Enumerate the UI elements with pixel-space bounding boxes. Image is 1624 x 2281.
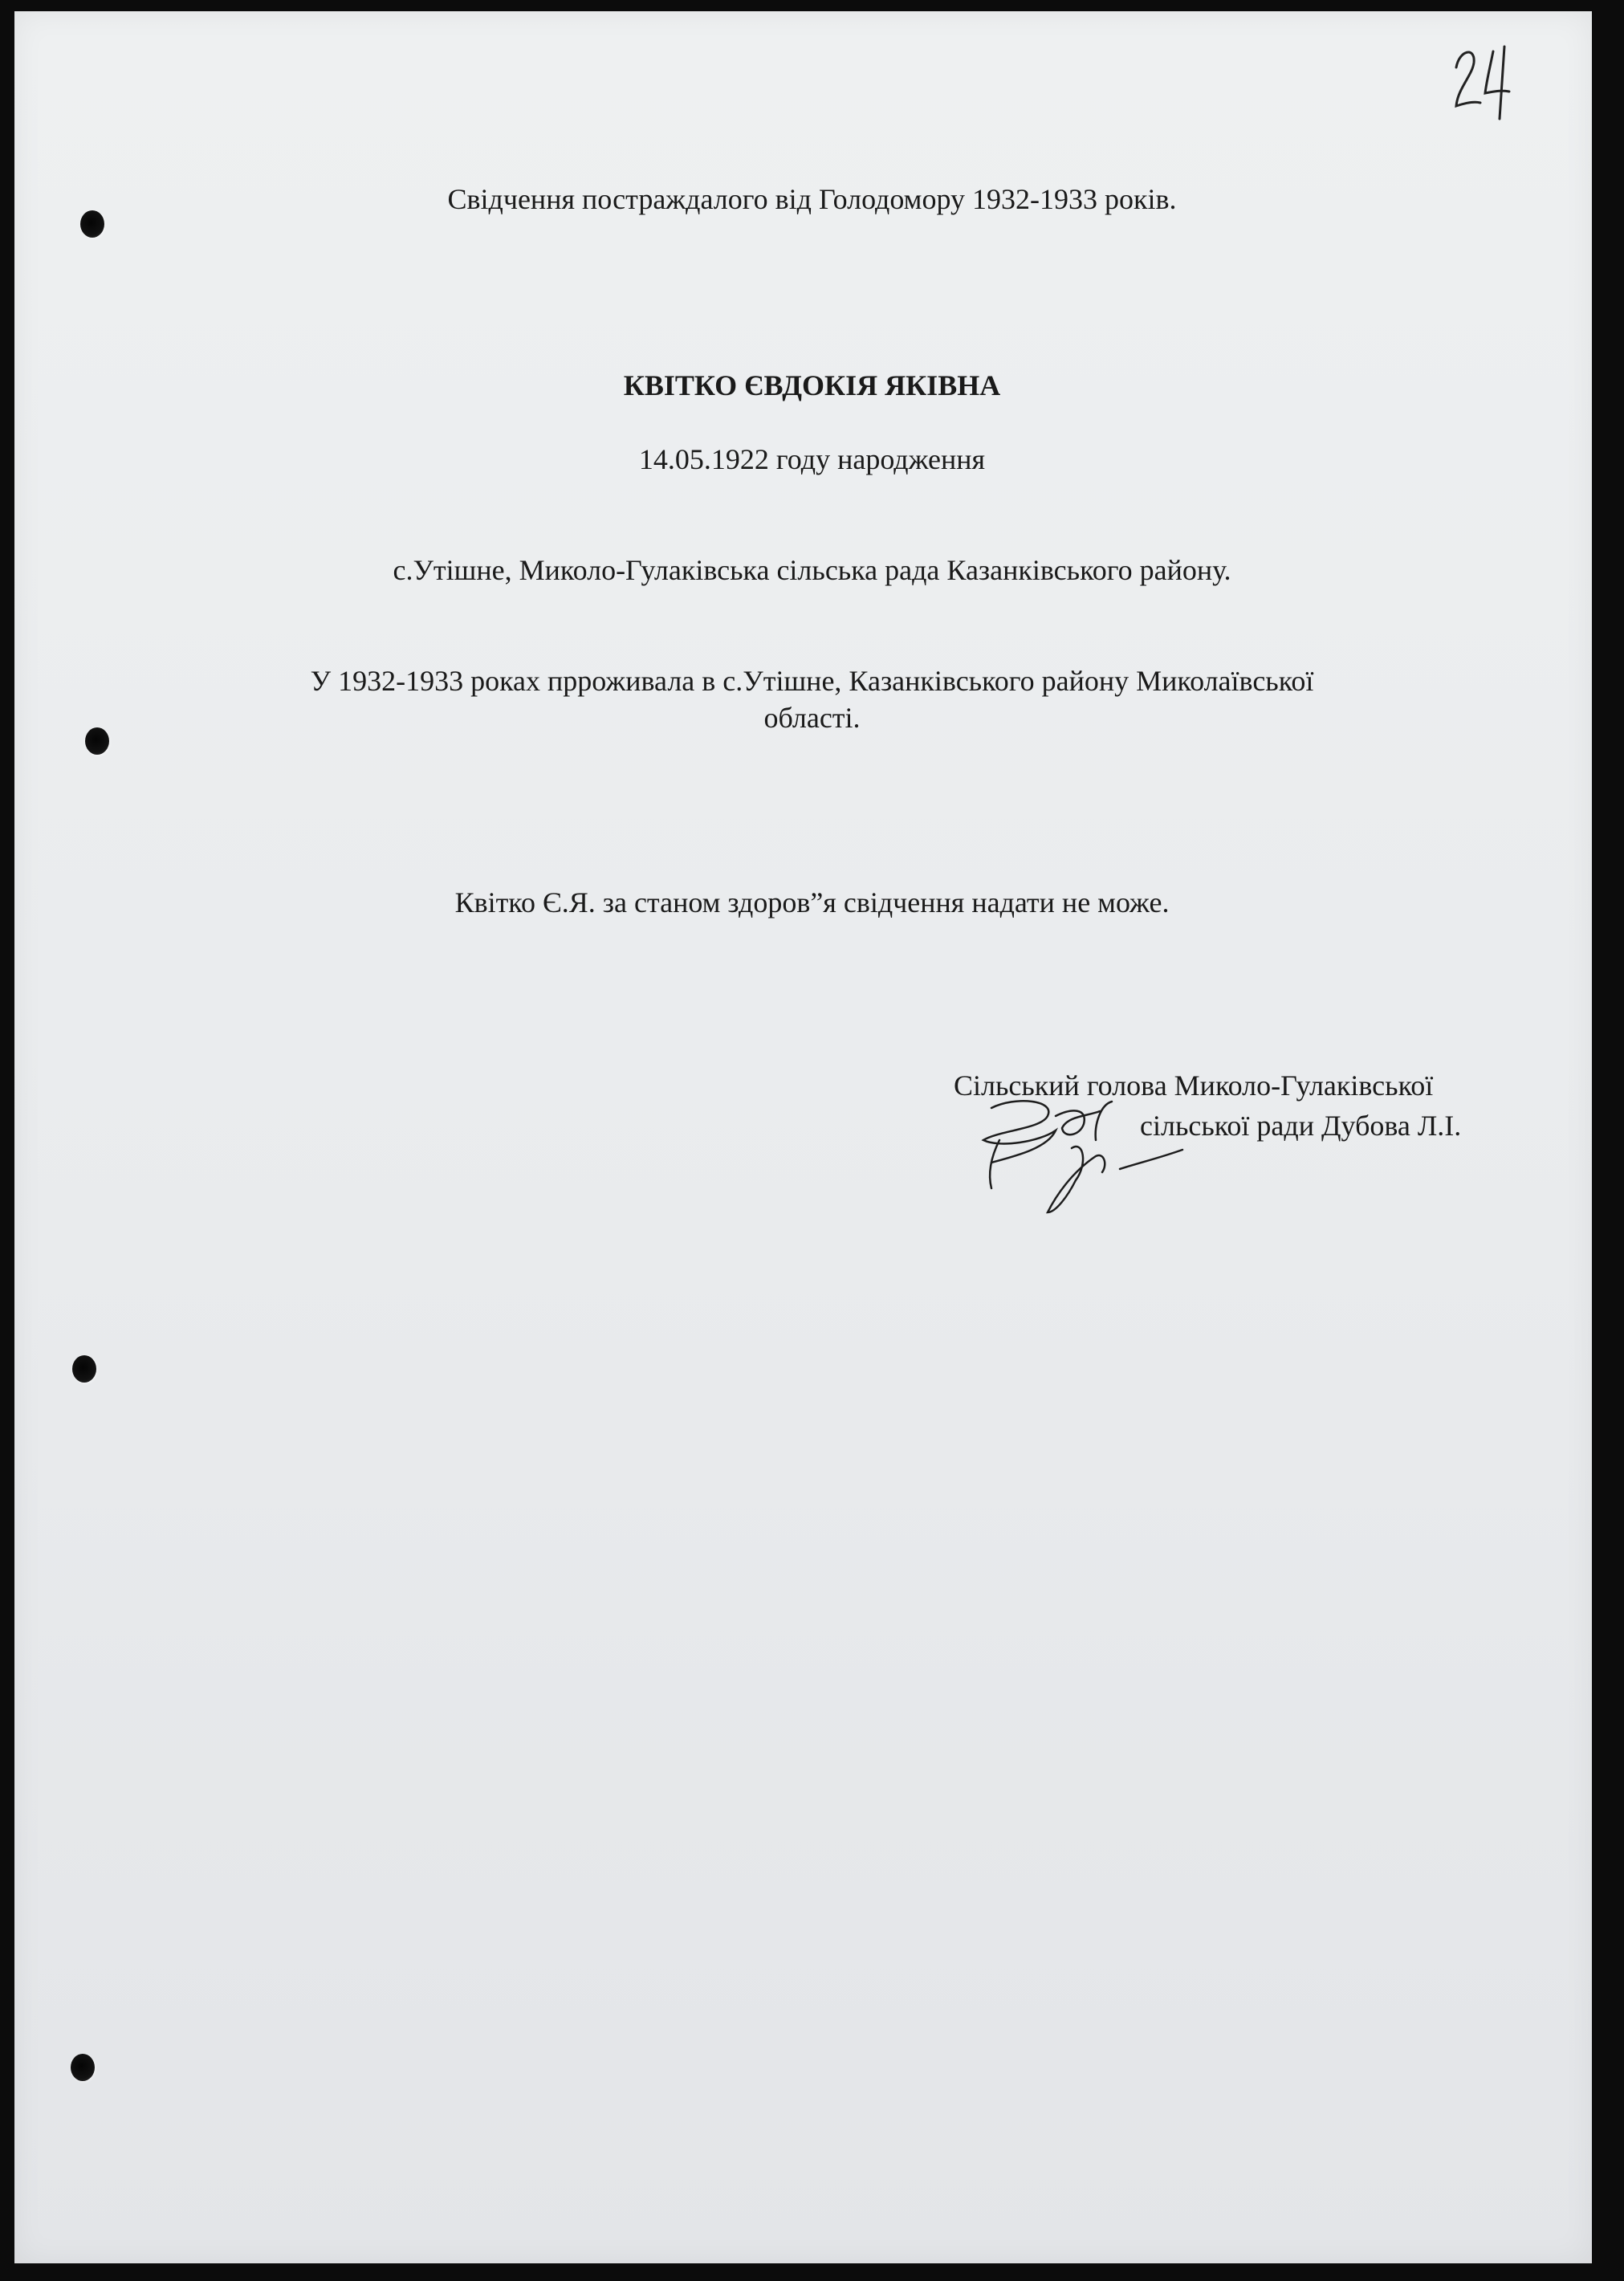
address-line: с.Утішне, Миколо-Гулаківська сільська рада Казанківського району. — [393, 554, 1231, 586]
birth-date-line: 14.05.1922 году народження — [638, 443, 986, 475]
residence-line-1: У 1932-1933 роках прроживала в с.Утішне, Казанківського району Миколаївської — [310, 665, 1314, 697]
punch-hole-4 — [71, 2054, 95, 2081]
signatory-line-1: Сільський голова Миколо-Гулаківської — [954, 1069, 1434, 1102]
punch-hole-3 — [72, 1355, 96, 1383]
residence-line-2: області. — [763, 702, 861, 734]
statement-line: Квітко Є.Я. за станом здоров”я свідчення надати не може. — [454, 886, 1170, 919]
handwritten-page-number — [1451, 35, 1516, 124]
person-name: КВІТКО ЄВДОКІЯ ЯКІВНА — [623, 369, 1001, 401]
document-heading: Свідчення постраждалого від Голодомору 1932-1933 років. — [447, 183, 1177, 215]
signatory-line-2: сільської ради Дубова Л.І. — [1140, 1110, 1462, 1142]
handwritten-signature — [967, 1092, 1208, 1228]
